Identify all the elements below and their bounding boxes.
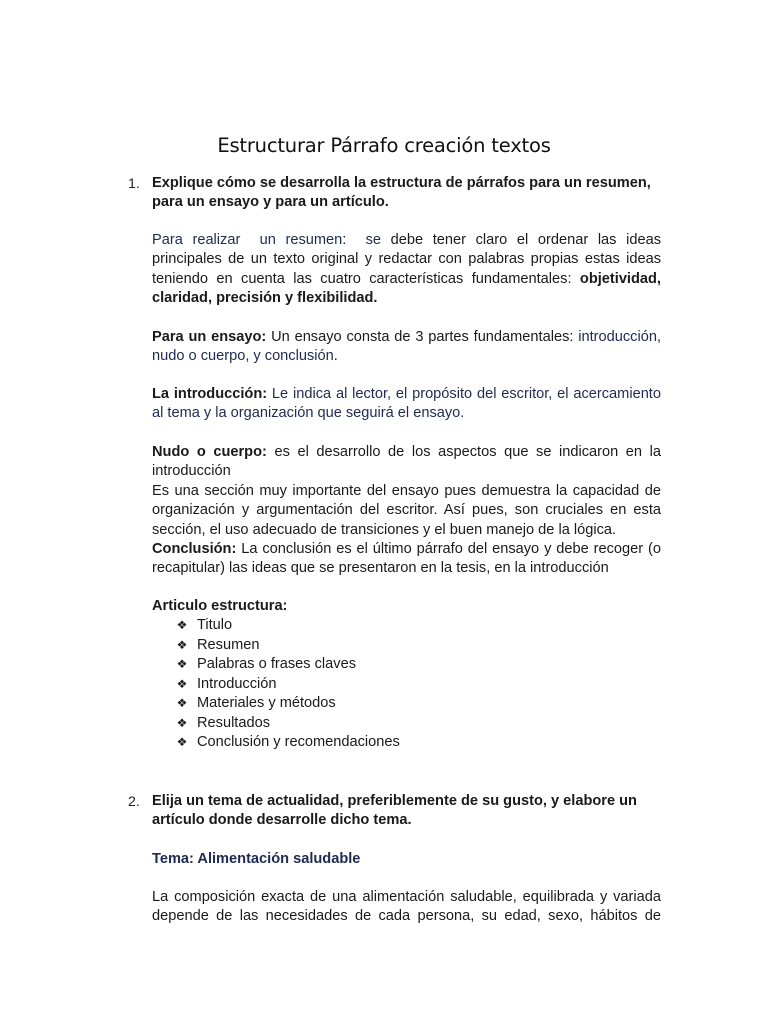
articulo-list-item — [174, 616, 400, 636]
diamond-bullet-icon: ❖ — [176, 715, 188, 730]
articulo-list-item — [174, 714, 400, 734]
articulo-heading: Articulo estructura: — [152, 598, 288, 614]
question-1-number: 1. — [128, 176, 140, 192]
introduccion-text: Le indica al lector, el propósito del escritor, el acercamiento al tema y la organización que seguirá el ensayo. — [152, 386, 661, 422]
articulo-list-item-label: Resumen — [197, 636, 260, 653]
introduccion-paragraph — [152, 385, 661, 424]
conclusion-paragraph — [152, 540, 661, 579]
articulo-list-item-label: Materiales y métodos — [197, 695, 336, 711]
diamond-bullet-icon: ❖ — [176, 696, 188, 710]
introduccion-label: La introducción: — [152, 386, 268, 402]
nudo-label: Nudo o cuerpo: — [152, 444, 267, 460]
resumen-lead: Para realizar un resumen — [152, 232, 343, 248]
resumen-paragraph: Para realizar un resumen: se debe tener claro el ordenar las ideas principales de un texto original y redactar con palabras propias estas ideas teniendo en cuenta las cuatro características fundamentales: objetividad, claridad, precisión y flexibilidad. — [152, 232, 661, 306]
articulo-list — [174, 616, 400, 753]
conclusion-label: Conclusión: — [152, 541, 237, 557]
articulo-list-item — [174, 694, 400, 714]
question-2-number: 2. — [128, 794, 140, 810]
conclusion-text: La conclusión es el último párrafo del ensayo y debe recoger (o recapitular) las ideas que se presentaron en la tesis, en la introducción — [152, 541, 661, 577]
articulo-list-item-label: Titulo — [197, 617, 233, 633]
ensayo-paragraph: Para un ensayo: Un ensayo consta de 3 partes fundamentales: introducción, nudo o cuerpo, y conclusión. — [152, 329, 661, 365]
diamond-bullet-icon: ❖ — [176, 618, 188, 632]
diamond-bullet-icon: ❖ — [176, 657, 188, 671]
articulo-list-item-label: Resultados — [197, 714, 271, 731]
document-title: Estructurar Párrafo creación textos — [217, 134, 551, 157]
articulo-list-item-label: Palabras o frases claves — [197, 656, 356, 672]
question-1-text: Explique cómo se desarrolla la estructura de párrafos para un resumen, para un ensayo y para un artículo. — [152, 175, 651, 211]
articulo-list-item — [174, 675, 400, 695]
resumen-text: debe tener claro el ordenar las ideas principales de un texto original y redactar con palabras propias estas ideas teniendo en cuenta las cuatro características fundamentales: — [152, 232, 661, 287]
ensayo-text: Un ensayo consta de 3 partes fundamentales: — [266, 329, 579, 345]
nudo-paragraph — [152, 443, 661, 482]
articulo-list-item — [174, 733, 400, 753]
nudo-paragraph-2: Es una sección muy importante del ensayo pues demuestra la capacidad de organización y argumentación del escritor. Así pues, son cruciales en esta sección, el uso adecuado de transiciones y el buen manejo de la lógica. — [152, 483, 661, 538]
ensayo-label: Para un ensayo: — [152, 329, 267, 345]
diamond-bullet-icon: ❖ — [176, 676, 188, 691]
articulo-list-item-label: Introducción — [197, 675, 277, 692]
articulo-list-item-label: Conclusión y recomendaciones — [197, 734, 400, 750]
tema-label: Tema: Alimentación saludable — [152, 851, 361, 867]
question-2-text: Elija un tema de actualidad, preferiblemente de su gusto, y elabore un artículo donde desarrolle dicho tema. — [152, 793, 637, 829]
diamond-bullet-icon: ❖ — [176, 637, 188, 652]
ensayo-parts: introducción, nudo o cuerpo, y conclusión — [152, 329, 661, 365]
diamond-bullet-icon: ❖ — [176, 735, 188, 749]
articulo-list-item — [174, 636, 400, 656]
articulo-list-item — [174, 655, 400, 675]
resumen-characteristics: objetividad, claridad, precisión y flexibilidad. — [152, 270, 661, 306]
nudo-text: es el desarrollo de los aspectos que se indicaron en la introducción — [152, 444, 661, 480]
tema-paragraph: La composición exacta de una alimentación saludable, equilibrada y variada depende de las necesidades de cada persona, su edad, sexo, hábitos de — [152, 889, 661, 925]
